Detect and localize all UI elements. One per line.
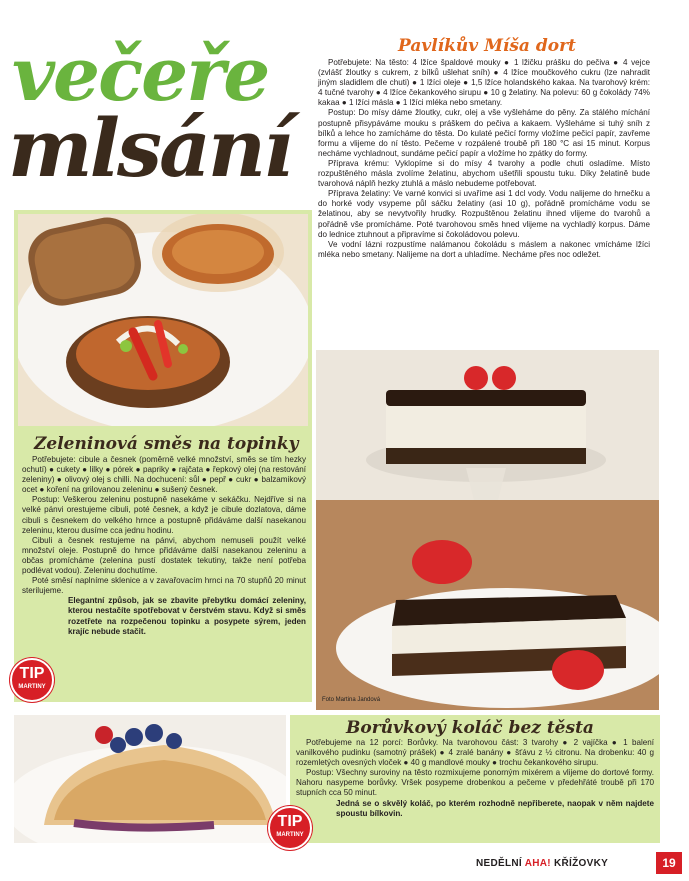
blueberry-paragraph: Postup: Všechny suroviny na těsto rozmixujeme ponorným mixérem a vlijeme do dortové formy. Nahoru nasypeme borůvky. Vršek posypeme drobenkou a pečeme v předehřáté troubě při 170 stupních cca 50 minut. [296, 768, 654, 798]
tip-sub: MARTINY [18, 684, 46, 690]
tip-sub-2: MARTINY [276, 832, 304, 838]
misa-paragraph: Ve vodní lázni rozpustíme nalámanou čokoládu s máslem a nakonec vmícháme lžíci mléka nebo smetany. Nalijeme na dort a uhladíme. Necháme přes noc odležet. [318, 239, 650, 259]
footer-magazine [476, 858, 608, 869]
vegetable-title: Zeleninová směs na topinky [34, 434, 299, 454]
vegetable-paragraph: Cibuli a česnek restujeme na pánvi, abychom nemuseli použít velké množství oleje. Postupně do hrnce přidáváme další nasekanou zeleninu a občas promícháme (zelenina pustí dostatek tekutiny, takže není potřeba podlévat vodou). Zeleninu dochutíme. [22, 535, 306, 576]
vegetable-tip-text: Elegantní způsob, jak se zbavite přebytku domácí zeleniny, kterou nestačíte spotřebovat v čerstvém stavu. Když si směs rozetřete na rozpečenou topinku a posypete sýrem, jeden krajíc nebude stačit. [68, 596, 306, 636]
tip-label-2: TIP [277, 813, 303, 830]
tip-badge [10, 658, 54, 702]
photo-credit: Foto Martina Jandová [322, 697, 381, 703]
vegetable-toast-photo [14, 210, 312, 430]
footer-mag-c: KŘÍŽOVKY [554, 858, 609, 869]
misa-title: Pavlíkův Míša dort [398, 36, 576, 56]
blueberry-cake-photo [14, 715, 286, 843]
title-line-2: mlsání [8, 101, 291, 195]
tip-label: TIP [19, 665, 45, 682]
blueberry-title: Borůvkový koláč bez těsta [346, 718, 594, 738]
vegetable-paragraph: Postup: Veškerou zeleninu postupně nasekáme v sekáčku. Nejdříve si na velké pánvi orestujeme cibuli, poté česnek, a když je cibule dozlatova, dáme cibuli s česnekem do velkého hrnce a postupně přidáváme další nasekanou zeleninu, kterou dusíme cca jednu hodinu. [22, 495, 306, 535]
misa-text [318, 58, 650, 260]
footer-mag-b: AHA! [524, 858, 551, 869]
blueberry-tip-text: Jedná se o skvělý koláč, po kterém rozhodně nepřiberete, naopak v něm najdete spoustu bílkovin. [336, 798, 654, 818]
vegetable-paragraph: Poté směsí naplníme sklenice a v zavařovacím hrnci na 70 stupňů 20 minut sterilujeme. [22, 576, 306, 596]
misa-paragraph: Příprava želatiny: Ve varné konvici si uvaříme asi 1 dcl vody. Vodu nalijeme do hrnečku a do horké vody vsypeme půl sáčku želatiny (asi 10 g), pořádně promícháme vodu se želatinou, aby se nevytvořily hrudky. Rozpuštěnou želatinu ihned vlijeme do tvarohů a pořádně vše promícháme. Poté tvarohovou směs hned vlijeme na vychladlý korpus. Dáme do lednice ztuhnout a připravíme si čokoládovou polevu. [318, 189, 650, 239]
vegetable-paragraph: Potřebujete: cibule a česnek (poměrně velké množství, směs se tím hezky ochutí) ● cukety ● lilky ● pórek ● papriky ● rajčata ● řepkový olej (na restování zeleniny) ● olivový olej s chilli. Na dochucení: sůl ● pepř ● cukr ● balzamikový ocet ● koření na grilovanou zeleninu ● sušený česnek. [22, 455, 306, 495]
misa-paragraph: Příprava krému: Vyklopíme si do mísy 4 tvarohy a podle chuti osladíme. Místo rozpuštěného másla zvolíme želatinu, abychom ušetřili spoustu tuku. Díky želatině bude tvarohová náplň hezky ztuhlá a máslo nebudeme potřebovat. [318, 158, 650, 189]
cake-photo [316, 350, 659, 710]
misa-paragraph: Potřebujete: Na těsto: 4 lžíce špaldové mouky ● 1 lžičku prášku do pečiva ● 4 vejce (zvlášť žloutky s cukrem, z bílků ušlehat sníh) ● 4 lžíce moučkového cukru (lze nahradit jiným sladidlem dle chuti) ● 1 lžíci oleje ● 1,5 lžíce holandského kakaa. Na tvarohový krém: 4 tučné tvarohy ● 4 lžíce čekankového sirupu ● 10 g želatiny. Na polevu: 60 g čokolády 74% kakaa ● 1 lžíci másla ● 1 lžíci mléka nebo smetany. [318, 58, 650, 108]
footer-mag-a: NEDĚLNÍ [476, 858, 522, 869]
misa-paragraph: Postup: Do mísy dáme žloutky, cukr, olej a vše vyšleháme do pěny. Za stálého míchání postupně přisypáváme mouku s práškem do pečiva a kakaem. Vyšleháme si tuhý sníh z bílků a lehce ho zamícháme do těsta. Do kulaté pečicí formy vložíme pečicí papír, zavřeme formu a vlijeme do ní těsto. Pečeme v rozpálené troubě při 180 °C asi 15 minut. Korpus necháme vychladnout, sundáme pečicí papír a vložíme ho zpátky do formy. [318, 108, 650, 158]
tip-badge-2 [268, 806, 312, 850]
vegetable-text [22, 455, 306, 637]
blueberry-text [296, 738, 654, 819]
page-number: 19 [656, 852, 682, 874]
title-line-1: večeře [12, 32, 269, 118]
blueberry-paragraph: Potřebujeme na 12 porcí: Borůvky. Na tvarohovou část: 3 tvarohy ● 2 vajíčka ● 1 balení vanilkového pudinku (samotný prášek) ● 4 zralé banány ● šťávu z ½ citronu. Na drobenku: 40 g rozemletých ovesných vloček ● 40 g mandlové mouky ● trochu čekankového sirupu. [296, 738, 654, 768]
